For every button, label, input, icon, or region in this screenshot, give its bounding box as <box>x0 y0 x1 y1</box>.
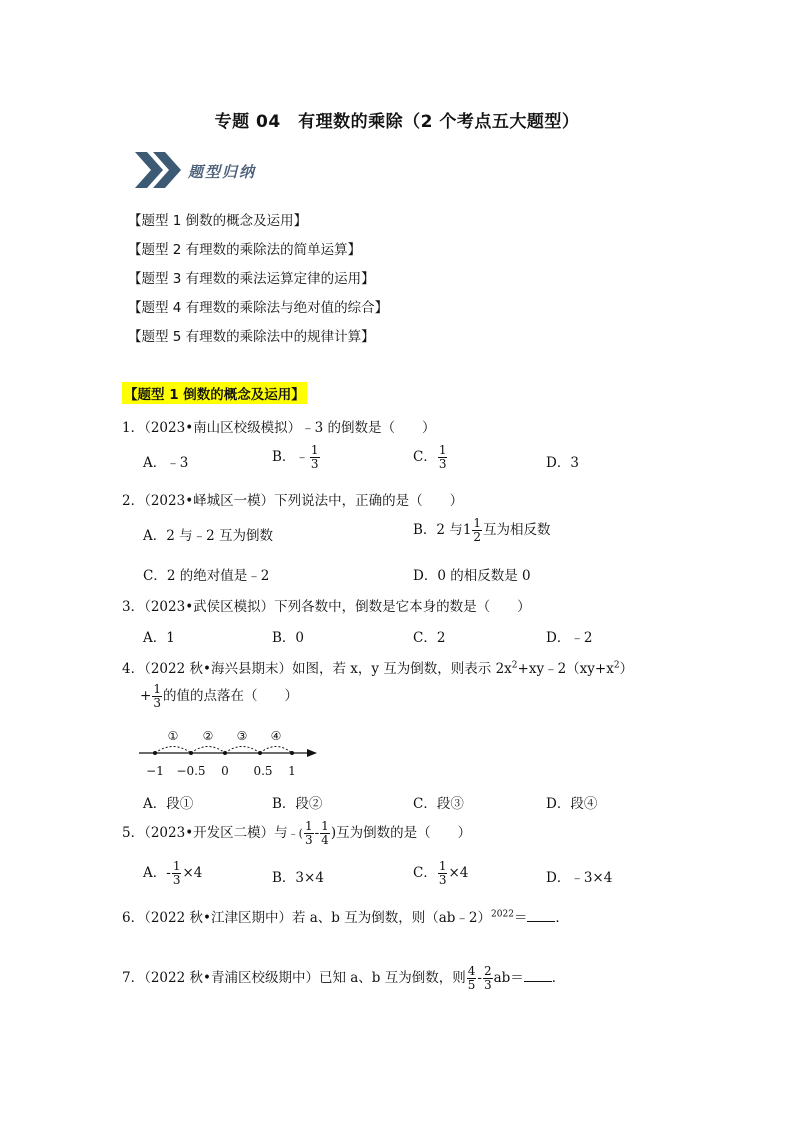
q5-option-b: B．3×4 <box>272 870 324 886</box>
answer-blank[interactable] <box>524 969 552 982</box>
arrow-icon <box>307 749 317 757</box>
number-line-figure <box>135 726 320 781</box>
q3-option-c: C．2 <box>413 630 446 646</box>
question-6-stem: 6．（2022 秋•江津区期中）若 a、b 互为倒数，则（ab﹣2）$^{2022}$＝ ． <box>122 909 569 926</box>
toc-item-5: 【题型 5 有理数的乘除法中的规律计算】 <box>128 329 375 345</box>
segment-label-1: ① <box>167 729 179 743</box>
q2-option-a: A．2 与﹣2 互为倒数 <box>143 528 274 544</box>
q5-option-a: A．- $\frac{1}{3}$ ×4 <box>143 859 203 887</box>
q4-option-c: C．段③ <box>413 796 464 812</box>
tick-label: 0.5 <box>253 764 273 778</box>
tick-label: 1 <box>288 764 296 778</box>
q2-option-c: C．2 的绝对值是﹣2 <box>143 568 270 584</box>
question-3-stem: 3．（2023•武侯区模拟）下列各数中，倒数是它本身的数是（ ） <box>122 599 531 615</box>
q4-option-b: B．段② <box>272 796 323 812</box>
segment-label-4: ④ <box>270 729 282 743</box>
q3-option-b: B．0 <box>272 630 305 646</box>
q4-option-a: A．段① <box>143 796 194 812</box>
q1-option-c: C． $\frac{1}{3}$ <box>413 443 447 471</box>
answer-blank[interactable] <box>527 909 555 922</box>
question-4-stem: 4．（2022 秋•海兴县期末）如图，若 x，y 互为倒数，则表示 $2x^2+xy﹣2(xy+x^2)$ <box>122 660 634 677</box>
section-heading: 【题型 1 倒数的概念及运用】 <box>122 382 307 404</box>
banner-title: 题型归纳 <box>188 163 257 181</box>
toc-item-1: 【题型 1 倒数的概念及运用】 <box>128 213 308 229</box>
tick-label: 0 <box>221 764 229 778</box>
question-7-stem: 7．（2022 秋•青浦区校级期中）已知 a、b 互为倒数，则 $\frac{4}{5}$ - $\frac{2}{3}$ ab＝ ． <box>122 964 566 992</box>
segment-label-3: ③ <box>236 729 248 743</box>
question-1-stem: 1．（2023•南山区校级模拟）﹣3 的倒数是（ ） <box>122 420 436 436</box>
q2-option-b: B．2 与1 $\frac{1}{2}$ 互为相反数 <box>413 516 551 544</box>
q1-option-b: B．﹣ $\frac{1}{3}$ <box>272 443 319 471</box>
q1-option-a: A．﹣3 <box>143 455 189 471</box>
toc-item-3: 【题型 3 有理数的乘法运算定律的运用】 <box>128 271 375 287</box>
q3-option-a: A．1 <box>143 630 175 646</box>
q4-option-d: D．段④ <box>546 796 598 812</box>
q5-option-d: D．﹣3×4 <box>546 870 613 886</box>
toc-item-4: 【题型 4 有理数的乘除法与绝对值的综合】 <box>128 300 389 316</box>
q5-option-c: C． $\frac{1}{3}$ ×4 <box>413 859 469 887</box>
q3-option-d: D．﹣2 <box>546 630 593 646</box>
q1-option-d: D．3 <box>546 455 579 471</box>
double-chevron-icon <box>133 150 183 190</box>
segment-label-2: ② <box>202 729 214 743</box>
page-title: 专题 04 有理数的乘除（2 个考点五大题型） <box>214 112 580 132</box>
tick-label: −0.5 <box>176 764 206 778</box>
toc-item-2: 【题型 2 有理数的乘除法的简单运算】 <box>128 242 362 258</box>
question-5-stem: 5．（2023•开发区二模）与﹣( $\frac{1}{3}$ - $\frac{1}{4}$ )互为倒数的是（ ） <box>122 819 472 847</box>
question-4-stem-line2: + $\frac{1}{3}$ 的值的点落在（ ） <box>140 682 298 710</box>
question-2-stem: 2．（2023•峄城区一模）下列说法中，正确的是（ ） <box>122 493 464 509</box>
q2-option-d: D．0 的相反数是 0 <box>413 568 531 584</box>
tick-label: −1 <box>146 764 164 778</box>
